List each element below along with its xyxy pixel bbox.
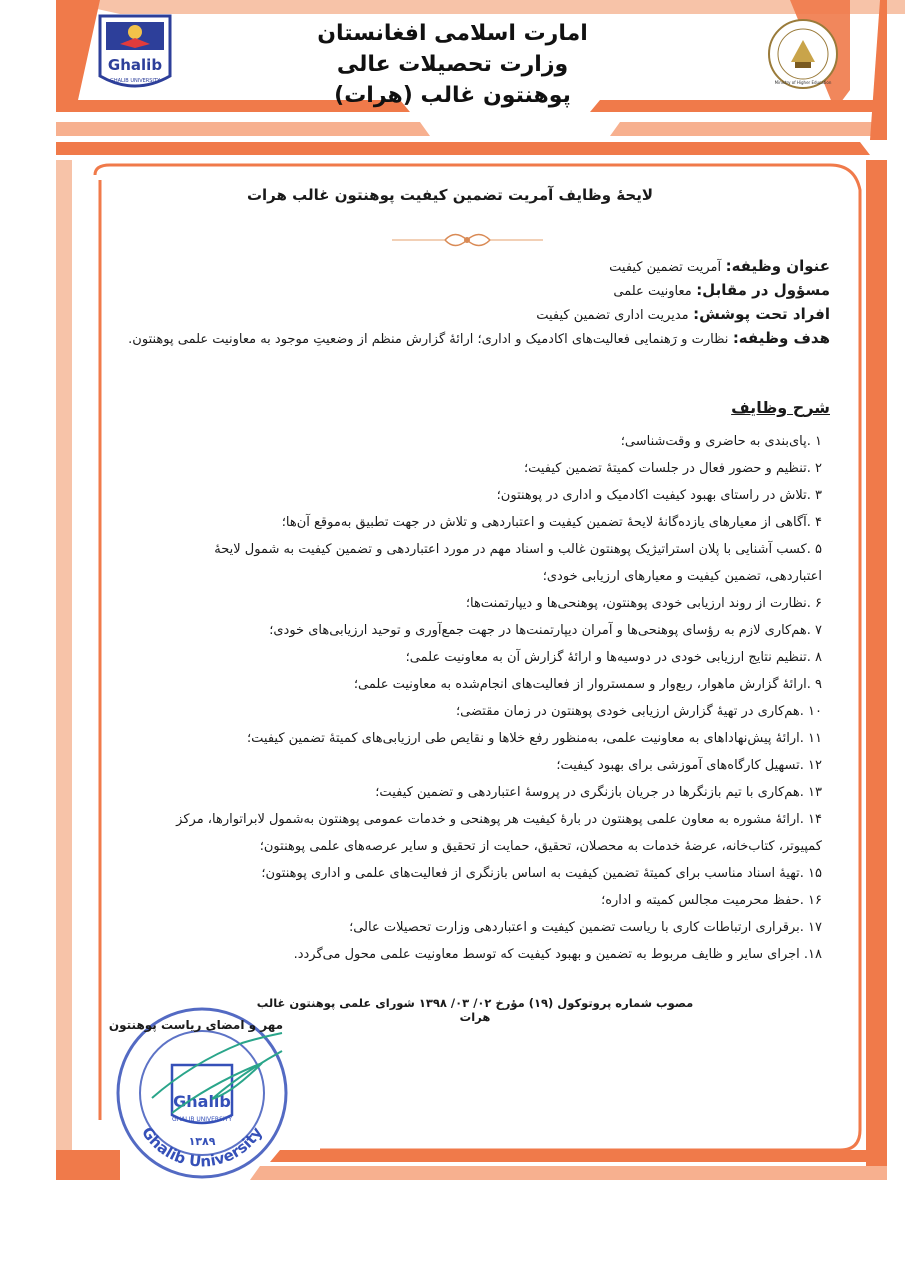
duty-item: ۱ .پای‌بندی به حاضری و وقت‌شناسی؛	[620, 434, 822, 449]
svg-text:GHALIB UNIVERSITY: GHALIB UNIVERSITY	[109, 78, 161, 84]
emirate-name: امارت اسلامی افغانستان	[317, 21, 588, 46]
duty-item: ۱۶ .حفظ محرمیت مجالس کمیته و اداره؛	[601, 893, 822, 908]
duty-item: ۱۵ .تهیهٔ اسناد مناسب برای کمیتهٔ تضمین کیفیت به اساس بازنگری از فعالیت‌های علمی و اداری پوهنتون؛	[261, 866, 822, 881]
university-name: پوهنتون غالب (هرات)	[334, 83, 571, 108]
duty-item: ۶ .نظارت از روند ارزیابی خودی پوهنتون، پوهنحی‌ها و دیپارتمنت‌ها؛	[465, 596, 822, 611]
duty-item: ۱۲ .تسهیل کارگاه‌های آموزشی برای بهبود کیفیت؛	[556, 758, 822, 773]
duties-list	[155, 428, 822, 968]
duties-heading: شرح وظایف	[731, 398, 830, 417]
header-title-block	[250, 18, 655, 111]
subordinates-row	[110, 302, 830, 326]
svg-text:Ministry of Higher Education: Ministry of Higher Education	[774, 80, 832, 85]
job-title-row	[110, 254, 830, 278]
duty-item: ۵ .کسب آشنایی با پلان استراتیژیک پوهنتون غالب و اسناد مهم در مورد اعتباردهی و تضمین کیفیت به شمول لایحهٔ اعتباردهی، تضمین کیفیت و معیارهای ارزیابی خودی؛	[214, 542, 822, 584]
ornament-divider	[390, 229, 545, 251]
duty-item: ۳ .تلاش در راستای بهبود کیفیت اکادمیک و اداری در پوهنتون؛	[496, 488, 822, 503]
duty-item: ۱۴ .ارائهٔ مشوره به معاون علمی پوهنتون در بارهٔ کیفیت هر پوهنحی و خدمات عمومی پوهنتون به‌شمول لابراتوارها، مرکز کمپیوتر، کتاب‌خانه، عرضهٔ خدمات به محصلان، تحقیق، حمایت از تحقیق و سایر عرصه‌های علمی پوهنتون؛	[176, 812, 822, 854]
goal-value: نظارت و رَهنمایی فعالیت‌های اکادمیک و اداری؛ ارائهٔ گزارش منظم از وضعیتِ موجود به معاونیت علمی پوهنتون.	[128, 332, 729, 347]
duty-item: ۸ .تنظیم نتایج ارزیابی خودی در دوسیه‌ها و ارائهٔ گزارش آن به معاونیت علمی؛	[405, 650, 822, 665]
approval-note: مصوب شماره پروتوکول (۱۹) مؤرخ ۰۲/ ۰۳/ ۱۳۹۸ شورای علمی پوهنتون غالب هرات	[256, 996, 694, 1024]
duty-item: ۱۰ .هم‌کاری در تهیهٔ گزارش ارزیابی خودی پوهنتون در زمان مقتضی؛	[456, 704, 822, 719]
svg-text:Ghalib: Ghalib	[173, 1092, 231, 1111]
subordinates-label: افراد تحت پوشش:	[693, 305, 830, 323]
duty-item: ۱۳ .هم‌کاری با تیم بازنگرها در جریان بازنگری در پروسهٔ اعتباردهی و تضمین کیفیت؛	[375, 785, 822, 800]
duty-item: ۴ .آگاهی از معیارهای یازده‌گانهٔ لایحهٔ تضمین کیفیت و اعتباردهی و تلاش در جهت تطبیق به‌موقع آن‌ها؛	[281, 515, 822, 530]
responsible-row	[110, 278, 830, 302]
duty-item: ۱۸. اجرای سایر و ظایف مربوط به تضمین و بهبود کیفیت که توسط معاونیت علمی محول می‌گردد.	[293, 947, 822, 962]
job-title-label: عنوان وظیفه:	[725, 257, 830, 275]
goal-label: هدف وظیفه:	[732, 329, 830, 347]
duty-item: ۷ .هم‌کاری لازم به رؤسای پوهنحی‌ها و آمران دیپارتمنت‌ها در جهت جمع‌آوری و توحید ارزیابی‌های خودی؛	[269, 623, 822, 638]
svg-text:Ghalib: Ghalib	[107, 56, 163, 74]
duty-item: ۲ .تنظیم و حضور فعال در جلسات کمیتهٔ تضمین کیفیت؛	[523, 461, 822, 476]
seal-caption: مهر و امضای ریاست پوهنتون	[108, 1018, 284, 1032]
ministry-name: وزارت تحصیلات عالی	[336, 52, 569, 77]
ministry-of-higher-education-logo	[766, 14, 840, 98]
duty-item: ۱۷ .برقراری ارتباطات کاری با ریاست تضمین کیفیت و اعتباردهی وزارت تحصیلات عالی؛	[349, 920, 822, 935]
svg-text:Ghalib University: Ghalib University	[138, 1123, 266, 1171]
svg-text:۱۳۸۹: ۱۳۸۹	[188, 1135, 216, 1148]
job-title-value: آمریت تضمین کیفیت	[609, 260, 722, 275]
duty-item: ۹ .ارائهٔ گزارش ماهوار، ربع‌وار و سمستروار از فعالیت‌های انجام‌شده به معاونیت علمی؛	[353, 677, 822, 692]
document-title: لایحهٔ وظایف آمریت تضمین کیفیت پوهنتون غالب هرات	[246, 186, 654, 204]
responsible-label: مسؤول در مقابل:	[696, 281, 830, 299]
ghalib-university-logo	[96, 10, 174, 96]
svg-text:GHALIB UNIVERSITY: GHALIB UNIVERSITY	[171, 1116, 233, 1123]
subordinates-value: مدیریت اداری تضمین کیفیت	[536, 308, 689, 323]
job-meta	[110, 254, 830, 350]
goal-row	[110, 326, 830, 350]
responsible-value: معاونیت علمی	[613, 284, 692, 299]
duty-item: ۱۱ .ارائهٔ پیش‌نهاداهای به معاونیت علمی، به‌منظور رفع خلاها و نقایص طی ارزیابی‌های کمیتهٔ تضمین کیفیت؛	[247, 731, 822, 746]
